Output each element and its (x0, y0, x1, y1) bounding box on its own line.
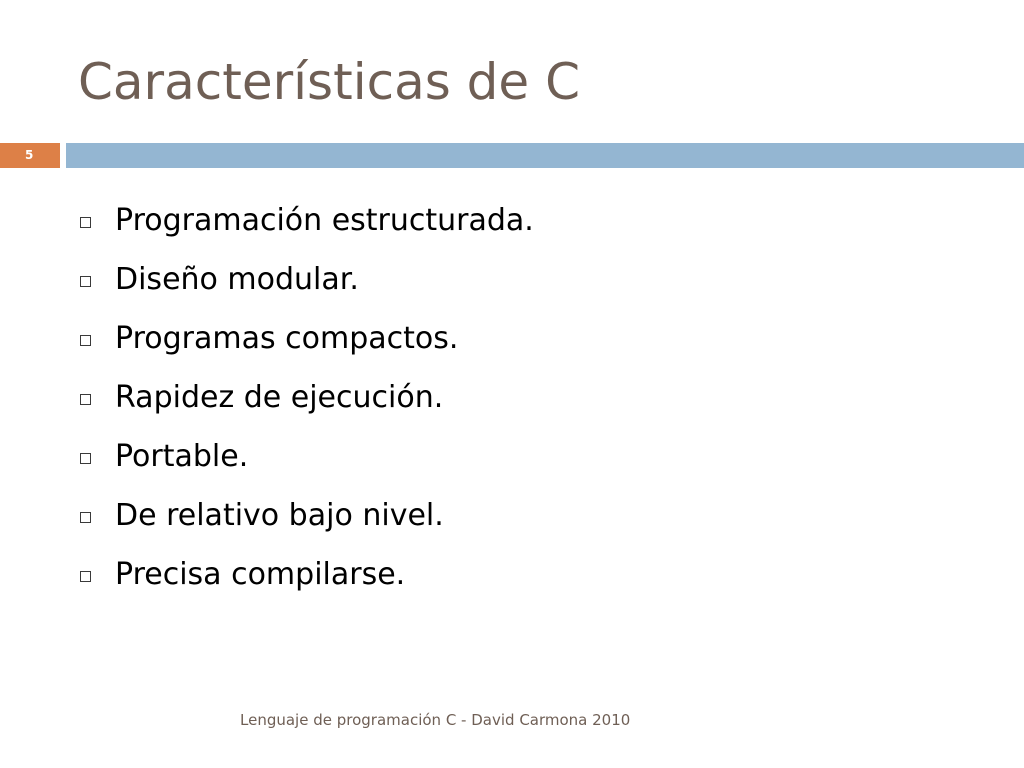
footer-text: Lenguaje de programación C - David Carmona 2010 (240, 711, 631, 729)
hollow-square-icon (80, 571, 91, 582)
hollow-square-icon (80, 217, 91, 228)
hollow-square-icon (80, 335, 91, 346)
bullet-text: De relativo bajo nivel. (115, 497, 444, 533)
bullet-text: Diseño modular. (115, 261, 359, 297)
list-item (80, 250, 534, 309)
list-item (80, 545, 534, 604)
accent-bar (66, 143, 1024, 168)
bullet-text: Portable. (115, 438, 249, 474)
bullet-text: Rapidez de ejecución. (115, 379, 444, 415)
list-item (80, 191, 534, 250)
bullet-text: Programas compactos. (115, 320, 459, 356)
list-item (80, 368, 534, 427)
list-item (80, 486, 534, 545)
slide-title: Características de C (78, 53, 580, 111)
header-band (0, 143, 1024, 168)
bullet-list (80, 191, 534, 604)
page-number: 5 (0, 143, 60, 168)
bullet-text: Precisa compilarse. (115, 556, 406, 592)
hollow-square-icon (80, 512, 91, 523)
hollow-square-icon (80, 394, 91, 405)
bullet-text: Programación estructurada. (115, 202, 534, 238)
hollow-square-icon (80, 453, 91, 464)
list-item (80, 309, 534, 368)
hollow-square-icon (80, 276, 91, 287)
list-item (80, 427, 534, 486)
